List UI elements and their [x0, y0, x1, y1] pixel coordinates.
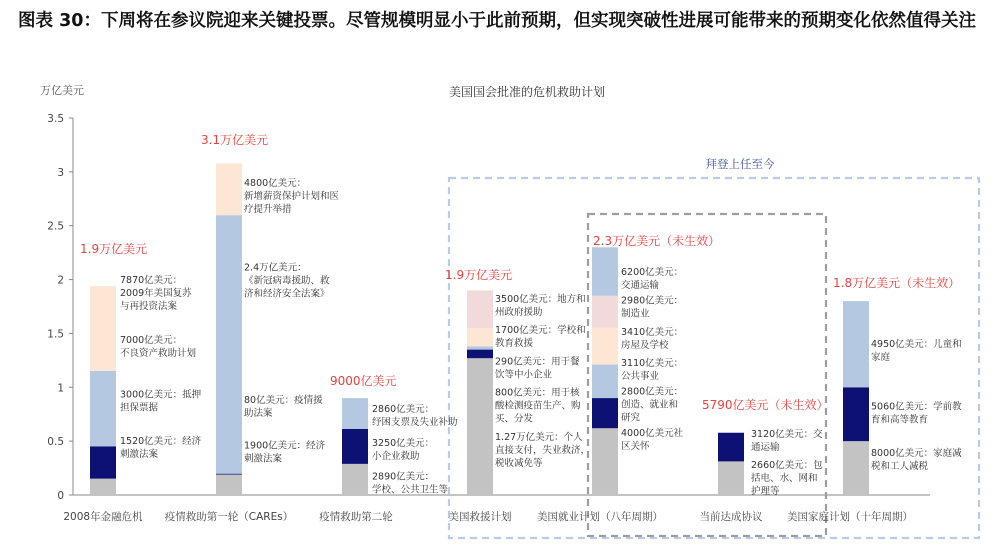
bar-segment [342, 398, 368, 429]
segment-annotation: 酸检测疫苗生产、购 [495, 400, 581, 412]
bar-segment [90, 446, 116, 478]
segment-annotation: 3000亿美元：抵押 [120, 389, 202, 401]
bar-total-label: 3.1万亿美元 [201, 133, 269, 147]
bar-segment [467, 346, 493, 349]
bar-segment [216, 215, 242, 474]
bar-segment [467, 328, 493, 346]
bar-total-label: 1.8万亿美元（未生效） [833, 276, 961, 290]
segment-annotation: 7870亿美元： [120, 275, 183, 286]
bar-total-label: 5790亿美元（未生效） [702, 398, 829, 412]
segment-annotation: 1900亿美元：经济 [244, 440, 326, 452]
y-tick-label: 1 [57, 382, 64, 395]
segment-annotation: 疗提升举措 [244, 204, 292, 215]
segment-annotation: 3110亿美元： [621, 358, 684, 369]
segment-annotation: 与再投资法案 [120, 301, 178, 312]
y-tick-label: 2 [57, 274, 64, 287]
segment-annotation: 2009年美国复苏 [120, 288, 192, 299]
y-tick-label: 3.5 [47, 113, 64, 125]
segment-annotation: 房屋及学校 [621, 339, 669, 351]
segment-annotation: 290亿美元：用于餐 [495, 356, 580, 368]
x-category-label: 2008年金融危机 [63, 511, 143, 523]
y-tick-label: 0 [57, 490, 64, 502]
bar-total-label: 9000亿美元 [330, 374, 397, 388]
segment-annotation: 育和高等教育 [871, 414, 929, 426]
bar-segment [90, 286, 116, 371]
x-category-label: 美国就业计划（八年周期） [537, 511, 663, 523]
segment-annotation: 纾困支票及失业补助 [372, 417, 458, 428]
bar-segment [592, 247, 618, 295]
segment-annotation: 2660亿美元：包 [751, 460, 823, 472]
bar-segment [718, 461, 744, 495]
segment-annotation: 5060亿美元：学前教 [871, 401, 962, 413]
segment-annotation: 助法案 [244, 408, 273, 420]
y-tick-label: 2.5 [47, 220, 64, 233]
bar-total-label: 1.9万亿美元 [445, 268, 513, 282]
bar-segment [592, 398, 618, 428]
y-tick-label: 1.5 [47, 328, 64, 341]
bar-segment [843, 387, 869, 441]
segment-annotation: 3410亿美元： [621, 326, 684, 338]
x-category-label: 美国家庭计划（十年周期） [787, 511, 913, 523]
segment-annotation: 2890亿美元： [372, 471, 435, 483]
segment-annotation: 4950亿美元：儿童和 [871, 339, 962, 350]
segment-annotation: 刺激法案 [244, 453, 283, 465]
segment-annotation: 7000亿美元： [120, 334, 183, 346]
x-category-label: 疫情救助第一轮（CAREs） [164, 511, 294, 523]
segment-annotation: 《新冠病毒援助、救 [244, 275, 330, 287]
segment-annotation: 担保票据 [120, 402, 159, 414]
segment-annotation: 括电、水、网和 [751, 473, 818, 485]
annotations [63, 133, 962, 523]
segment-annotation: 6200亿美元： [621, 267, 684, 278]
biden-group-label: 拜登上任至今 [705, 157, 775, 171]
bar-segment [592, 365, 618, 398]
bar-segment [216, 474, 242, 475]
segment-annotation: 1.27万亿美元：个人 [495, 431, 583, 443]
bar-segment [467, 290, 493, 328]
segment-annotation: 济和经济安全法案》 [244, 288, 330, 300]
bar-total-label: 2.3万亿美元（未生效） [593, 234, 721, 248]
bar-total-label: 1.9万亿美元 [80, 242, 148, 256]
bar-segment [843, 301, 869, 387]
bar-segment [592, 328, 618, 365]
x-category-label: 美国救援计划 [448, 511, 512, 523]
segment-annotation: 2.4万亿美元： [244, 262, 307, 274]
segment-annotation: 2860亿美元： [372, 404, 435, 415]
x-category-label: 疫情救助第二轮 [319, 511, 393, 523]
segment-annotation: 护理等 [751, 486, 780, 498]
segment-annotation: 买、分发 [495, 413, 534, 425]
segment-annotation: 不良资产救助计划 [120, 347, 197, 359]
y-tick-label: 3 [57, 166, 64, 179]
segment-annotation: 2800亿美元： [621, 386, 684, 398]
segment-annotation: 创造、就业和 [621, 399, 679, 411]
segment-annotation: 800亿美元：用于核 [495, 387, 580, 399]
segment-annotation: 家庭 [871, 352, 891, 363]
segment-annotation: 教育救援 [495, 338, 534, 350]
bar-segment [216, 475, 242, 495]
bar-segment [843, 441, 869, 495]
segment-annotation: 3500亿美元：地方和 [495, 294, 586, 305]
segment-annotation: 税收减免等 [495, 457, 543, 469]
bar-segment [90, 371, 116, 446]
y-axis-label: 万亿美元 [40, 84, 84, 97]
segment-annotation: 1700亿美元：学校和 [495, 325, 586, 337]
bar-segment [467, 350, 493, 359]
segment-annotation: 税和工人减税 [871, 461, 929, 473]
segment-annotation: 直接支付，失业救济， [495, 444, 591, 456]
segment-annotation: 区关怀 [621, 441, 650, 453]
segment-annotation: 4800亿美元： [244, 178, 307, 189]
segment-annotation: 4000亿美元社 [621, 428, 684, 440]
segment-annotation: 州政府援助 [495, 307, 543, 318]
segment-annotation: 小企业救助 [372, 450, 420, 462]
segment-annotation: 饮等中小企业 [495, 369, 553, 381]
chart-title: 美国国会批准的危机救助计划 [448, 85, 606, 99]
segment-annotation: 交通运输 [621, 280, 660, 291]
bar-segment [342, 464, 368, 495]
y-tick-label: 0.5 [47, 436, 64, 449]
segment-annotation: 1520亿美元：经济 [120, 436, 202, 448]
segment-annotation: 刺激法案 [120, 449, 159, 461]
segment-annotation: 学校、公共卫生等 [372, 484, 449, 496]
segment-annotation: 新增薪资保护计划和医 [244, 191, 340, 202]
bar-segment [592, 296, 618, 328]
segment-annotation: 3120亿美元：交 [751, 429, 823, 440]
segment-annotation: 制造业 [621, 308, 650, 320]
segment-annotation: 公共事业 [621, 371, 660, 382]
bar-segment [467, 358, 493, 495]
segment-annotation: 通运输 [751, 442, 780, 453]
segment-annotation: 3250亿美元： [372, 437, 435, 449]
segment-annotation: 80亿美元：疫情援 [244, 395, 323, 407]
x-category-label: 当前达成协议 [699, 511, 763, 523]
segment-annotation: 2980亿美元： [621, 295, 684, 307]
bar-segment [216, 163, 242, 215]
segment-annotation: 研究 [621, 412, 641, 424]
page-title: 图表 30：下周将在参议院迎来关键投票。尽管规模明显小于此前预期，但实现突破性进展可能带来的预期变化依然值得关注 [18, 11, 976, 31]
bar-segment [342, 429, 368, 464]
segment-annotation: 8000亿美元：家庭减 [871, 448, 962, 460]
bar-segment [592, 428, 618, 495]
bar-segment [718, 433, 744, 462]
bar-segment [90, 479, 116, 495]
